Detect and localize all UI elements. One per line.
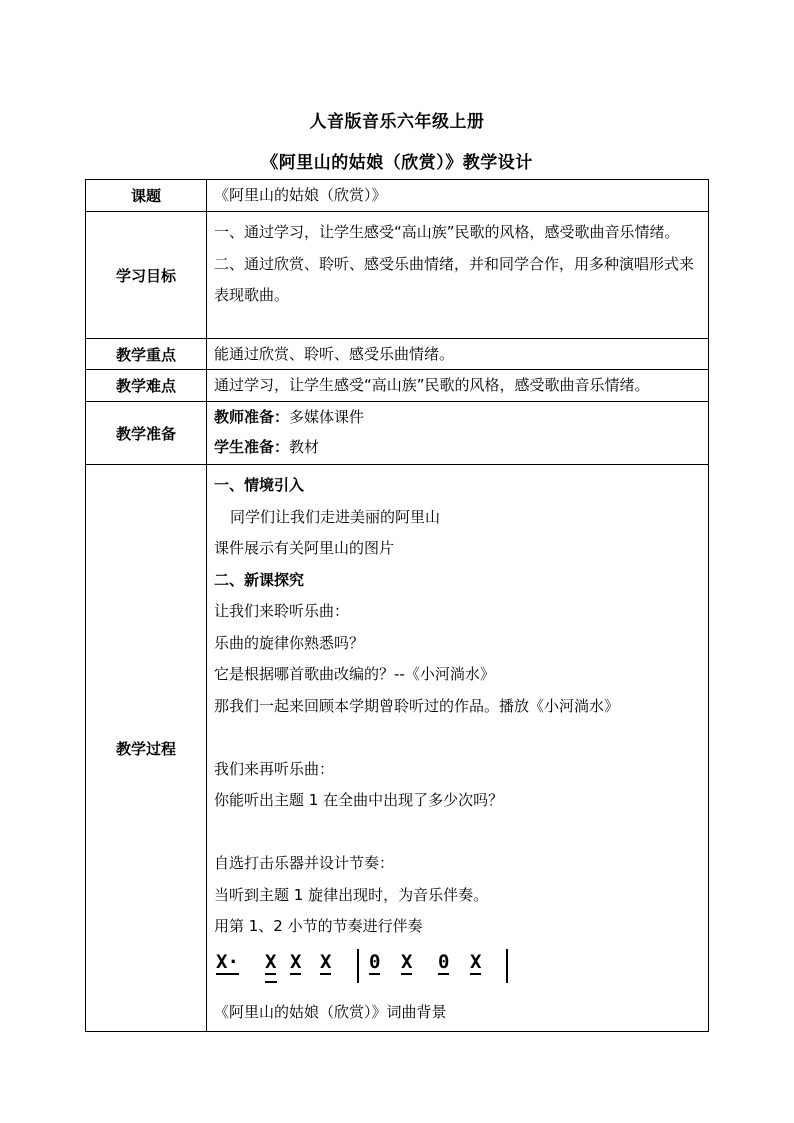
process-line: 自选打击乐器并设计节奏：: [214, 854, 395, 872]
process-content: [207, 465, 709, 1032]
process-label: 教学过程: [86, 465, 207, 1032]
process-line: 让我们来聆听乐曲：: [214, 602, 350, 620]
process-line: 我们来再听乐曲：: [214, 759, 335, 778]
rhythm-note: X: [470, 950, 482, 973]
blank-line: [214, 722, 702, 754]
key-points-label: 教学重点: [86, 339, 207, 370]
key-points-value: 能通过欣赏、聆听、感受乐曲情绪。: [207, 339, 709, 370]
process-line: 课件展示有关阿里山的图片: [214, 539, 395, 557]
rhythm-note: X: [320, 950, 332, 973]
document-title: 人音版音乐六年级上册: [309, 112, 485, 132]
teacher-prep-value: 多媒体课件: [289, 408, 365, 426]
student-prep-value: 教材: [289, 438, 320, 456]
teacher-preparation: [214, 402, 702, 432]
document-subtitle: 《阿里山的姑娘（欣赏）》教学设计: [261, 153, 533, 173]
process-line: 《阿里山的姑娘（欣赏）》词曲背景: [214, 1002, 447, 1021]
difficulties-label: 教学难点: [86, 370, 207, 402]
goal-1: 一、通过学习，让学生感受“高山族”民歌的风格，感受歌曲音乐情绪。: [214, 223, 680, 241]
process-line: 用第 1、2 小节的节奏进行伴奏: [214, 917, 423, 935]
rhythm-note: X: [401, 950, 413, 973]
sixteenth-underline: [265, 981, 277, 983]
process-line: 同学们让我们走进美丽的阿里山: [230, 507, 441, 526]
bar-line: [357, 949, 359, 983]
rhythm-note: X·: [216, 950, 239, 973]
row-topic: [86, 180, 709, 212]
process-line: 你能听出主题 1 在全曲中出现了多少次吗？: [214, 791, 504, 809]
rhythm-note: X: [265, 950, 277, 973]
row-difficulties: [86, 370, 709, 402]
section-explore-heading: 二、新课探究: [214, 570, 305, 589]
process-line: 乐曲的旋律你熟悉吗？: [214, 633, 365, 652]
process-line: 当听到主题 1 旋律出现时，为音乐伴奏。: [214, 885, 489, 904]
blank-line: [214, 817, 702, 849]
bar-line: [506, 949, 508, 983]
process-line: 那我们一起来回顾本学期曾聆听过的作品。播放《小河淌水》: [214, 696, 620, 715]
goals-content: [207, 212, 709, 339]
lesson-plan-table: [85, 179, 709, 1032]
row-key-points: [86, 339, 709, 370]
goal-2: 二、通过欣赏、聆听、感受乐曲情绪，并和同学合作，用多种演唱形式来表现歌曲。: [214, 254, 695, 304]
process-line: 它是根据哪首歌曲改编的？--《小河淌水》: [214, 665, 495, 683]
row-preparation: [86, 402, 709, 465]
student-preparation: [214, 432, 702, 462]
rhythm-note: 0: [438, 950, 450, 973]
preparation-content: [207, 402, 709, 465]
teacher-prep-label: 教师准备：: [214, 408, 290, 426]
section-intro-heading: 一、情境引入: [214, 476, 305, 494]
goals-label: 学习目标: [86, 212, 207, 339]
rhythm-notation: [214, 943, 702, 997]
preparation-label: 教学准备: [86, 402, 207, 465]
rhythm-note: 0: [369, 950, 381, 973]
student-prep-label: 学生准备：: [214, 438, 290, 456]
topic-label: 课题: [86, 180, 207, 212]
difficulties-value: 通过学习，让学生感受“高山族”民歌的风格，感受歌曲音乐情绪。: [207, 370, 709, 402]
row-process: [86, 465, 709, 1032]
row-goals: [86, 212, 709, 339]
topic-value: 《阿里山的姑娘（欣赏）》: [207, 180, 709, 212]
rhythm-note: X: [290, 950, 302, 973]
